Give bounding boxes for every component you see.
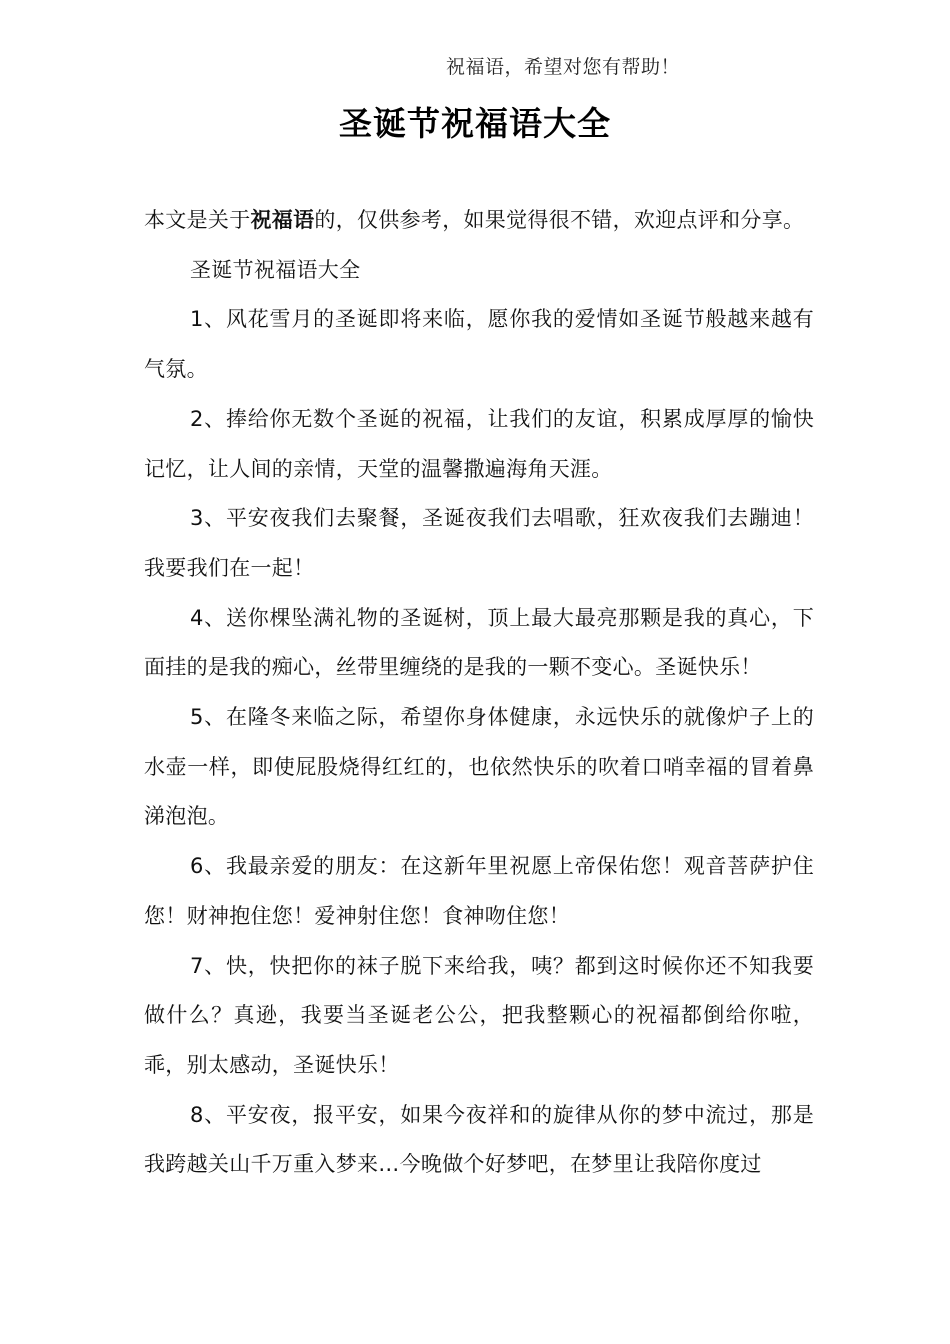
document-title: 圣诞节祝福语大全 bbox=[339, 104, 611, 143]
greeting-paragraph-8: 8、平安夜，报平安，如果今夜祥和的旋律从你的梦中流过，那是我跨越关山千万重入梦来…今晚做个好梦吧，在梦里让我陪你度过 bbox=[144, 1102, 814, 1177]
greeting-paragraph-6: 6、我最亲爱的朋友：在这新年里祝愿上帝保佑您！观音菩萨护住您！财神抱住您！爱神射住您！食神吻住您！ bbox=[144, 854, 814, 928]
greeting-paragraph-1: 1、风花雪月的圣诞即将来临，愿你我的爱情如圣诞节般越来越有气氛。 bbox=[144, 307, 814, 382]
intro-text-before: 本文是关于 bbox=[144, 208, 251, 232]
section-subtitle: 圣诞节祝福语大全 bbox=[190, 257, 361, 282]
document-body bbox=[144, 196, 814, 1190]
greeting-paragraph-5: 5、在隆冬来临之际，希望你身体健康，永远快乐的就像炉子上的水壶一样，即使屁股烧得红红的，也依然快乐的吹着口哨幸福的冒着鼻涕泡泡。 bbox=[144, 705, 814, 829]
greeting-paragraph-2: 2、捧给你无数个圣诞的祝福，让我们的友谊，积累成厚厚的愉快记忆，让人间的亲情，天堂的温馨撒遍海角天涯。 bbox=[144, 406, 814, 481]
intro-paragraph bbox=[144, 196, 814, 246]
greeting-paragraph-7: 7、快，快把你的袜子脱下来给我，咦？都到这时候你还不知我要做什么？真逊，我要当圣诞老公公，把我整颗心的祝福都倒给你啦，乖，别太感动，圣诞快乐！ bbox=[144, 953, 814, 1077]
greeting-paragraph-4: 4、送你棵坠满礼物的圣诞树，顶上最大最亮那颗是我的真心，下面挂的是我的痴心，丝带里缠绕的是我的一颗不变心。圣诞快乐！ bbox=[144, 605, 814, 680]
greeting-paragraph-3: 3、平安夜我们去聚餐，圣诞夜我们去唱歌，狂欢夜我们去蹦迪！我要我们在一起！ bbox=[144, 506, 814, 580]
intro-keyword: 祝福语 bbox=[250, 208, 315, 232]
intro-text-after: 的，仅供参考，如果觉得很不错，欢迎点评和分享。 bbox=[314, 208, 805, 232]
header-note: 祝福语，希望对您有帮助！ bbox=[446, 56, 681, 78]
